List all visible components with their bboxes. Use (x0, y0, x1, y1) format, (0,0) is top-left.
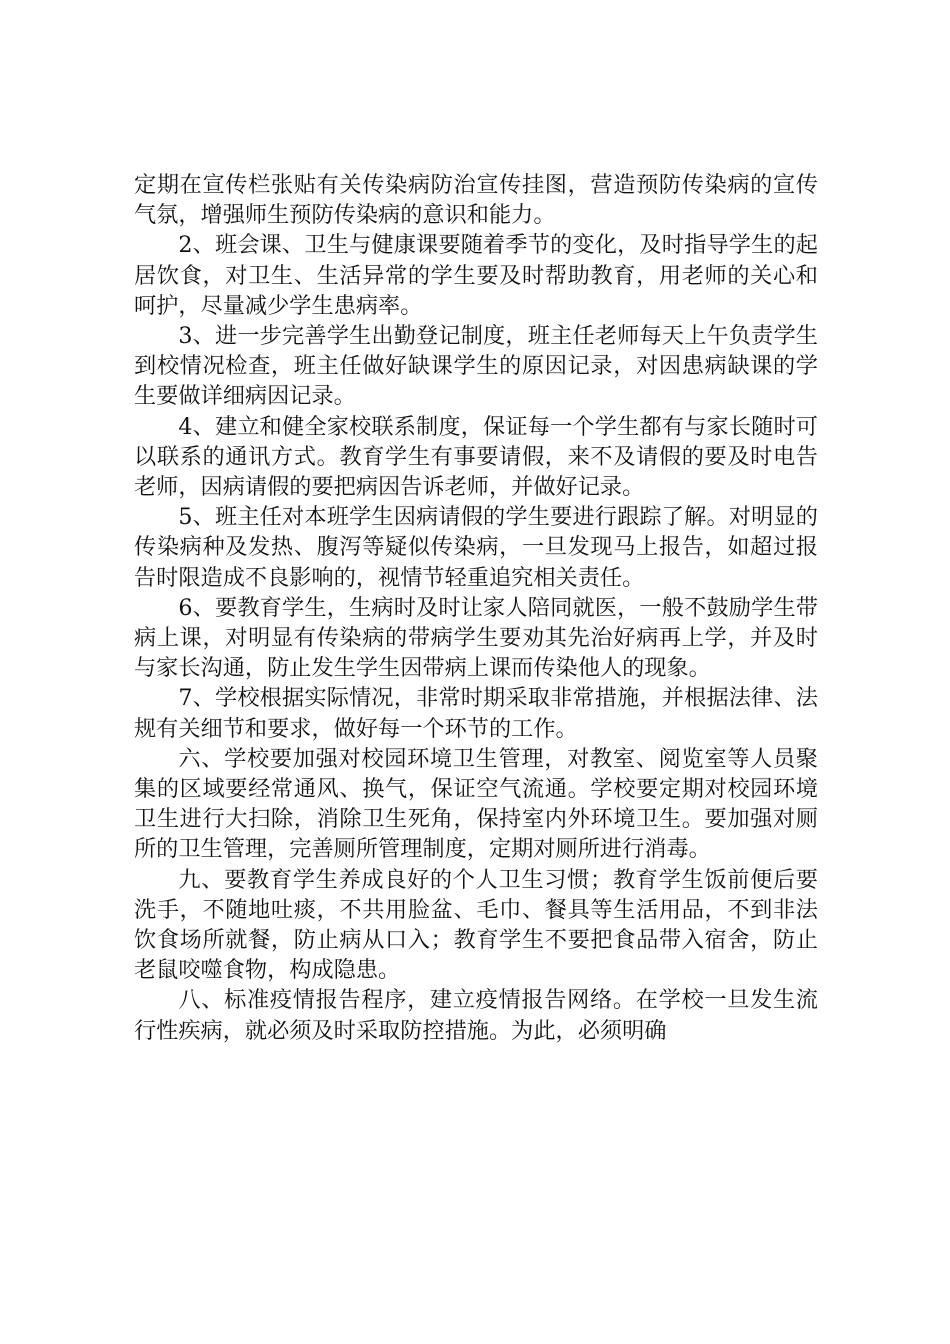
paragraph-2: 2、班会课、卫生与健康课要随着季节的变化，及时指导学生的起居饮食，对卫生、生活异常的学生要及时帮助教育，用老师的关心和呵护，尽量减少学生患病率。 (134, 232, 818, 319)
paragraph-5: 5、班主任对本班学生因病请假的学生要进行跟踪了解。对明显的传染病种及发热、腹泻等疑似传染病，一旦发现马上报告，如超过报告时限造成不良影响的，视情节轻重追究相关责任。 (134, 504, 818, 591)
paragraph-1: 定期在宣传栏张贴有关传染病防治宣传挂图，营造预防传染病的宣传气氛，增强师生预防传染病的意识和能力。 (134, 172, 818, 229)
paragraph-7: 7、学校根据实际情况，非常时期采取非常措施，并根据法律、法规有关细节和要求，做好每一个环节的工作。 (134, 685, 818, 742)
paragraph-6: 6、要教育学生，生病时及时让家人陪同就医，一般不鼓励学生带病上课，对明显有传染病的带病学生要劝其先治好病再上学，并及时与家长沟通，防止发生学生因带病上课而传染他人的现象。 (134, 594, 818, 682)
document-page (134, 170, 818, 1046)
paragraph-10: 八、标准疫情报告程序，建立疫情报告网络。在学校一旦发生流行性疾病，就必须及时采取防控措施。为此，必须明确 (134, 987, 818, 1044)
paragraph-9: 九、要教育学生养成良好的个人卫生习惯；教育学生饭前便后要洗手，不随地吐痰，不共用脸盆、毛巾、餐具等生活用品，不到非法饮食场所就餐，防止病从口入；教育学生不要把食品带入宿舍，防止老鼠咬噬食物，构成隐患。 (134, 866, 818, 984)
paragraph-3: 3、进一步完善学生出勤登记制度，班主任老师每天上午负责学生到校情况检查，班主任做好缺课学生的原因记录，对因患病缺课的学生要做详细病因记录。 (134, 323, 818, 410)
paragraph-8: 六、学校要加强对校园环境卫生管理，对教室、阅览室等人员聚集的区域要经常通风、换气，保证空气流通。学校要定期对校园环境卫生进行大扫除，消除卫生死角，保持室内外环境卫生。要加强对厕所的卫生管理，完善厕所管理制度，定期对厕所进行消毒。 (134, 745, 818, 863)
paragraph-4: 4、建立和健全家校联系制度，保证每一个学生都有与家长随时可以联系的通讯方式。教育学生有事要请假，来不及请假的要及时电告老师，因病请假的要把病因告诉老师，并做好记录。 (134, 413, 818, 501)
